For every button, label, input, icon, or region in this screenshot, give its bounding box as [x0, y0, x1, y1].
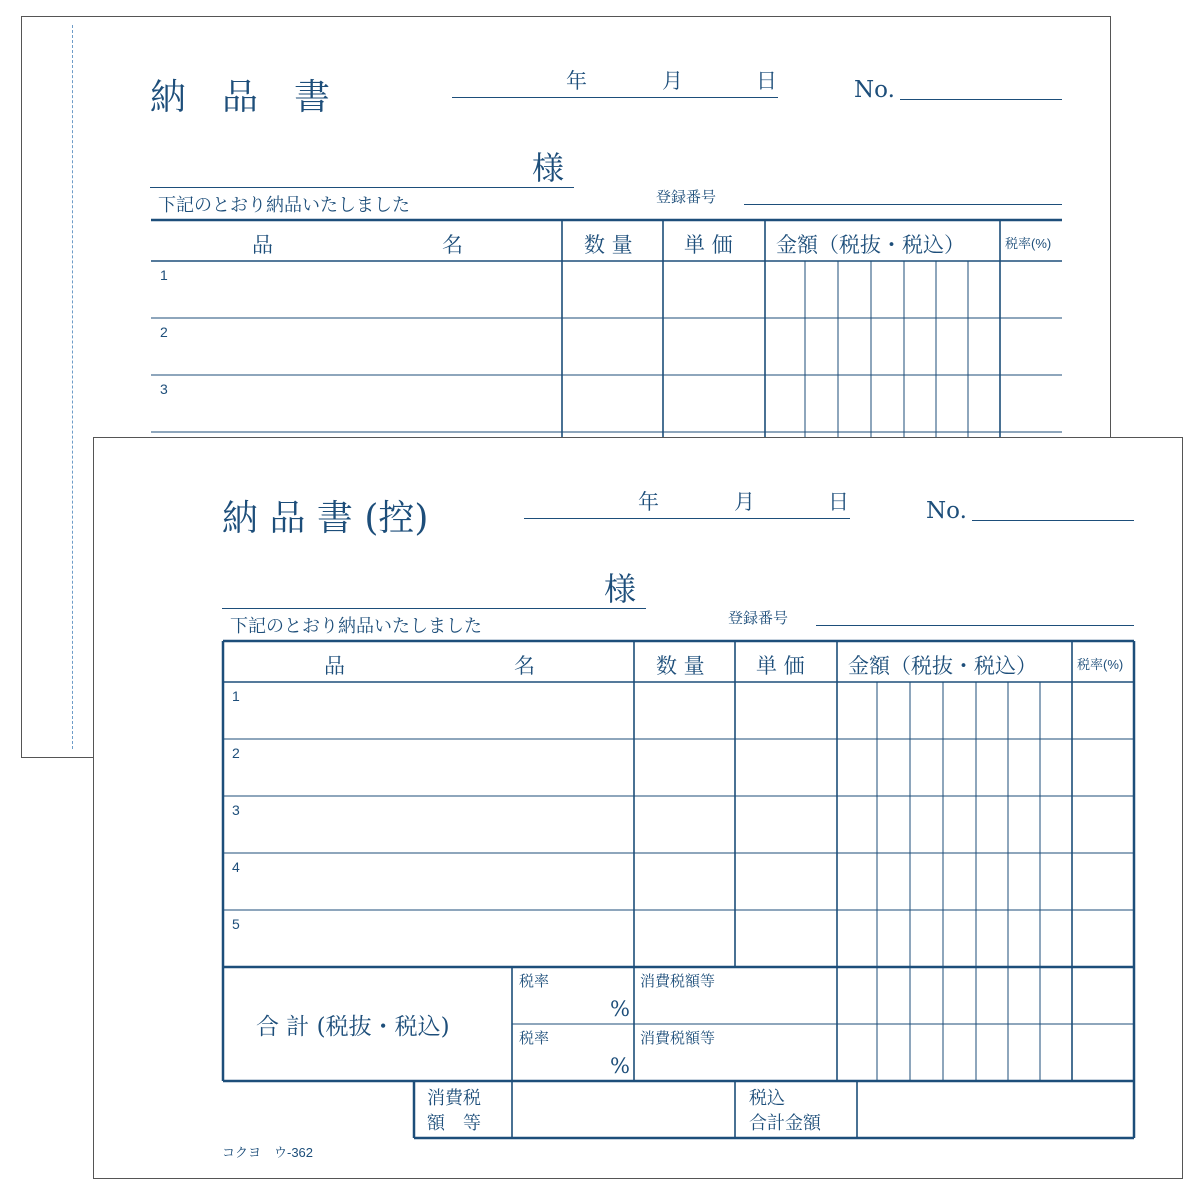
header-amount: 金額（税抜・税込）: [848, 654, 1037, 678]
date-year-label: 年: [638, 490, 659, 514]
header-tax-rate: 税率(%): [1077, 657, 1124, 672]
percent-sign: %: [610, 1054, 630, 1078]
registration-number-label: 登録番号: [728, 609, 789, 627]
header-unit-price: 単 価: [684, 233, 733, 257]
items-table-grid: [94, 438, 1184, 1180]
totals-label: 合 計 (税抜・税込): [256, 1014, 450, 1040]
date-month-label: 月: [734, 490, 755, 514]
tax-rate-label: 税率: [519, 972, 550, 990]
row-number: 4: [232, 859, 240, 875]
date-day-label: 日: [828, 490, 849, 514]
registration-number-label: 登録番号: [656, 188, 717, 206]
header-item-name-2: 名: [442, 233, 463, 257]
header-quantity: 数 量: [584, 233, 633, 257]
row-number: 1: [160, 267, 168, 283]
product-code: コクヨ ウ-362: [222, 1145, 314, 1160]
date-day-label: 日: [756, 69, 777, 93]
footer-tax-included-label-2: 合計金額: [749, 1113, 821, 1134]
header-item-name-1: 品: [324, 654, 345, 678]
recipient-suffix: 様: [532, 149, 565, 187]
consumption-tax-label: 消費税額等: [640, 972, 716, 990]
header-amount: 金額（税抜・税込）: [776, 233, 965, 257]
recipient-suffix: 様: [604, 570, 637, 608]
row-number: 2: [160, 324, 168, 340]
delivery-statement: 下記のとおり納品いたしました: [158, 195, 410, 216]
header-item-name-1: 品: [252, 233, 273, 257]
footer-consumption-tax-label-1: 消費税: [427, 1088, 481, 1109]
document-title: 納 品 書: [150, 77, 331, 118]
date-month-label: 月: [662, 69, 683, 93]
delivery-note-copy: [93, 437, 1183, 1179]
header-tax-rate: 税率(%): [1005, 236, 1052, 251]
row-number: 3: [232, 802, 240, 818]
row-number: 5: [232, 916, 240, 932]
percent-sign: %: [610, 997, 630, 1021]
header-quantity: 数 量: [656, 654, 705, 678]
row-number: 3: [160, 381, 168, 397]
consumption-tax-label: 消費税額等: [640, 1029, 716, 1047]
footer-tax-included-label-1: 税込: [749, 1088, 785, 1109]
header-item-name-2: 名: [514, 654, 535, 678]
delivery-statement: 下記のとおり納品いたしました: [230, 616, 482, 637]
number-label: No.: [854, 77, 895, 103]
date-year-label: 年: [566, 69, 587, 93]
header-unit-price: 単 価: [756, 654, 805, 678]
document-title: 納 品 書 (控): [222, 498, 429, 539]
footer-consumption-tax-label-2: 額 等: [427, 1113, 481, 1134]
tax-rate-label: 税率: [519, 1029, 550, 1047]
row-number: 2: [232, 745, 240, 761]
row-number: 1: [232, 688, 240, 704]
number-label: No.: [926, 498, 967, 524]
